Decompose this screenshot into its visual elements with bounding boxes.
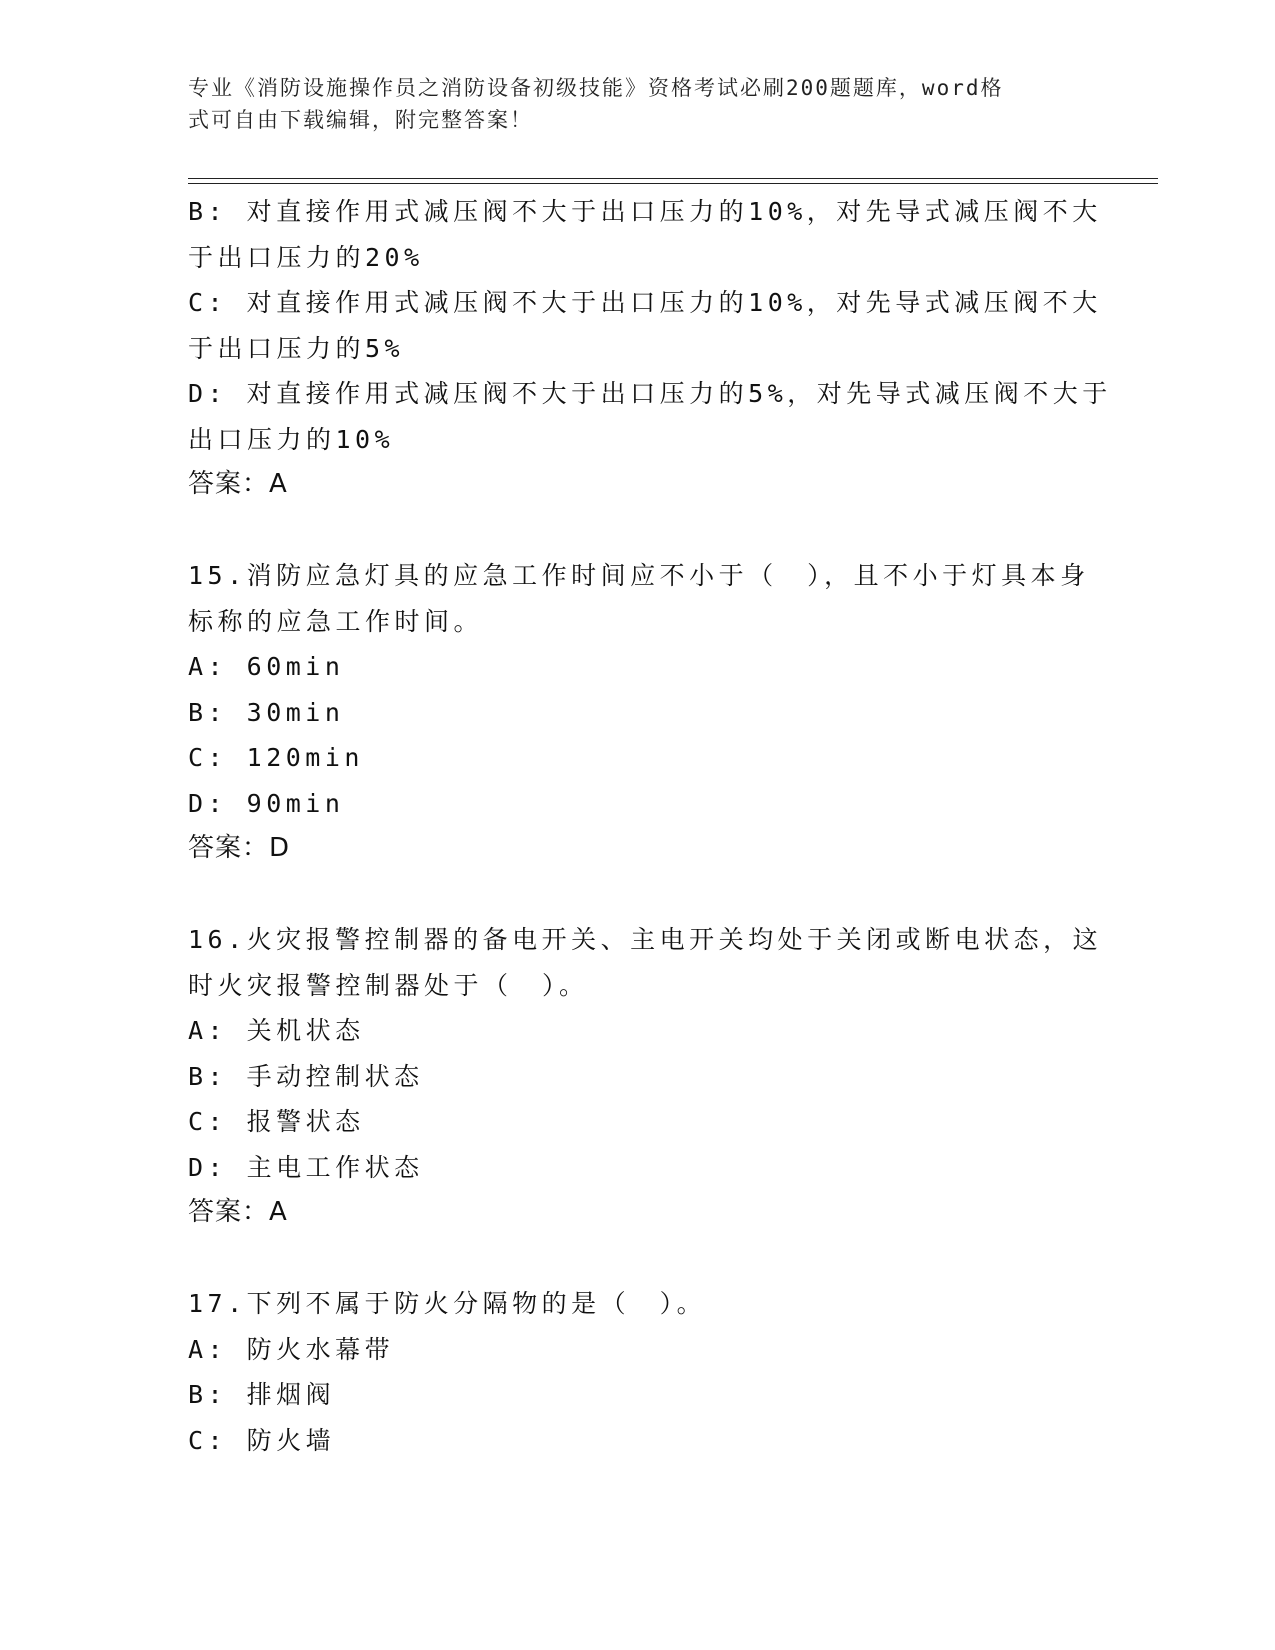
option-b-line-1: B: 对直接作用式减压阀不大于出口压力的10%，对先导式减压阀不大 [188,197,1102,226]
option-c-line-1: C: 对直接作用式减压阀不大于出口压力的10%，对先导式减压阀不大 [188,288,1102,317]
question-stem-line-2: 标称的应急工作时间。 [188,606,484,636]
option-c: C: 120min [188,743,364,772]
option-b: B: 手动控制状态 [188,1061,424,1091]
header-divider-bottom [188,183,1158,184]
header-title-line-2: 式可自由下载编辑，附完整答案！ [188,108,533,132]
question-stem-line-2: 时火灾报警控制器处于（ ）。 [188,970,589,1000]
option-a: A: 60min [188,652,345,681]
option-a: A: 关机状态 [188,1016,365,1045]
answer-line: 答案：A [188,1197,288,1227]
option-c: C: 防火墙 [188,1425,336,1455]
spacer [188,508,1088,554]
question-stem-line-1: 17.下列不属于防火分隔物的是（ ）。 [188,1289,707,1318]
option-d: D: 90min [188,788,345,818]
header-divider-top [188,178,1158,179]
option-d-line-1: D: 对直接作用式减压阀不大于出口压力的5%，对先导式减压阀不大于 [188,379,1112,408]
answer-line: 答案：A [188,469,288,499]
answer-line: 答案：D [188,833,291,863]
option-d-line-2: 出口压力的10% [188,424,395,454]
option-b: B: 30min [188,697,345,727]
previous-question-continuation [188,189,1112,508]
question-list [188,189,1112,1463]
option-b: B: 排烟阀 [188,1380,336,1409]
option-c-line-2: 于出口压力的5% [188,333,405,363]
option-b-line-2: 于出口压力的20% [188,242,424,272]
header-title-line-1: 专业《消防设施操作员之消防设备初级技能》资格考试必刷200题题库，word格 [188,76,1004,100]
question-17 [188,1281,1088,1463]
question-stem-line-1: 16.火灾报警控制器的备电开关、主电开关均处于关闭或断电状态，这 [188,925,1103,954]
option-a: A: 防火水幕带 [188,1334,395,1364]
option-c: C: 报警状态 [188,1107,365,1136]
spacer [188,1236,1088,1282]
spacer [188,872,1088,918]
option-d: D: 主电工作状态 [188,1152,424,1182]
document-header [188,72,1068,136]
question-stem-line-1: 15.消防应急灯具的应急工作时间应不小于（ ），且不小于灯具本身 [188,561,1090,590]
question-16 [188,917,1103,1236]
question-15 [188,553,1088,872]
